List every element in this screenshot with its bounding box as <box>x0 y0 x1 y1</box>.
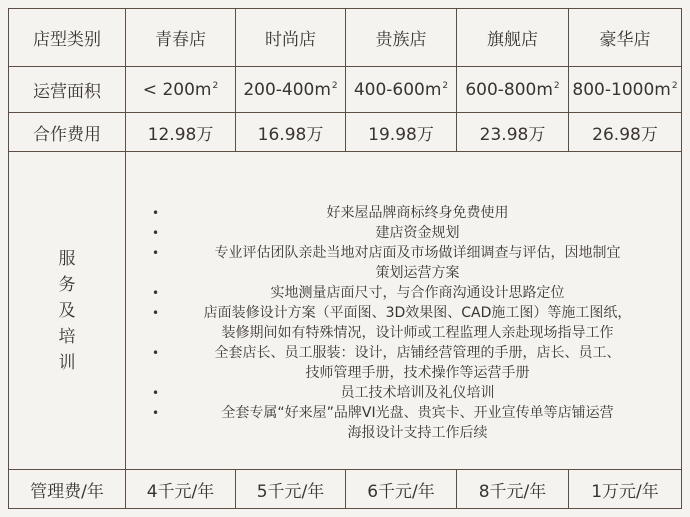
bullet-icon: • <box>152 385 160 400</box>
management-fee-label: 管理费/年 <box>9 470 126 509</box>
service-item: • 全套专属“好来屋”品牌VI光盘、贵宾卡、开业宣传单等店铺运营 海报设计支持工作后续 <box>152 404 614 441</box>
cooperation-fee-label: 合作费用 <box>9 113 126 152</box>
store-type-youth: 青春店 <box>126 9 236 67</box>
service-training-row <box>9 152 682 470</box>
area-cell: < $200m^2$ <box>126 67 236 113</box>
management-fee-cell: 6千元/年 <box>346 470 457 509</box>
pricing-table <box>8 8 682 509</box>
fee-cell: 23.98万 <box>457 113 569 152</box>
management-fee-cell: 5千元/年 <box>236 470 346 509</box>
service-training-title: 服务及培训 <box>58 248 76 373</box>
area-cell: $200-400m^2$ <box>236 67 346 113</box>
service-item: • 员工技术培训及礼仪培训 <box>152 384 495 401</box>
fee-cell: 12.98万 <box>126 113 236 152</box>
operating-area-label: 运营面积 <box>9 67 126 113</box>
bullet-icon: • <box>152 405 160 420</box>
service-list-cell <box>126 152 682 470</box>
bullet-icon: • <box>152 245 160 260</box>
bullet-icon: • <box>152 285 160 300</box>
service-item: • 店面装修设计方案（平面图、3D效果图、CAD施工图）等施工图纸， 装修期间如有特殊情况，设计师或工程监理人亲赴现场指导工作 <box>152 304 632 341</box>
management-fee-cell: 8千元/年 <box>457 470 569 509</box>
management-fee-cell: 1万元/年 <box>569 470 682 509</box>
service-item: • 实地测量店面尺寸，与合作商沟通设计思路定位 <box>152 284 565 301</box>
service-training-label <box>9 152 126 470</box>
service-item: • 建店资金规划 <box>152 224 460 241</box>
service-item: • 全套店长、员工服装：设计，店铺经营管理的手册，店长、员工、 技师管理手册，技术操作等运营手册 <box>152 344 621 381</box>
service-list <box>126 179 681 443</box>
area-cell: $400-600m^2$ <box>346 67 457 113</box>
area-cell: $600-800m^2$ <box>457 67 569 113</box>
store-type-fashion: 时尚店 <box>236 9 346 67</box>
store-type-row <box>9 9 682 67</box>
bullet-icon: • <box>152 225 160 240</box>
store-type-label: 店型类别 <box>9 9 126 67</box>
bullet-icon: • <box>152 345 160 360</box>
store-type-luxury: 豪华店 <box>569 9 682 67</box>
area-cell: $800-1000m^2$ <box>569 67 682 113</box>
fee-cell: 16.98万 <box>236 113 346 152</box>
management-fee-row <box>9 470 682 509</box>
service-item: • 好来屋品牌商标终身免费使用 <box>152 204 509 221</box>
operating-area-row <box>9 67 682 113</box>
management-fee-cell: 4千元/年 <box>126 470 236 509</box>
bullet-icon: • <box>152 205 160 220</box>
cooperation-fee-row <box>9 113 682 152</box>
service-item: • 专业评估团队亲赴当地对店面及市场做详细调查与评估，因地制宜 策划运营方案 <box>152 244 621 281</box>
store-type-noble: 贵族店 <box>346 9 457 67</box>
fee-cell: 19.98万 <box>346 113 457 152</box>
store-type-flagship: 旗舰店 <box>457 9 569 67</box>
bullet-icon: • <box>152 305 160 320</box>
fee-cell: 26.98万 <box>569 113 682 152</box>
